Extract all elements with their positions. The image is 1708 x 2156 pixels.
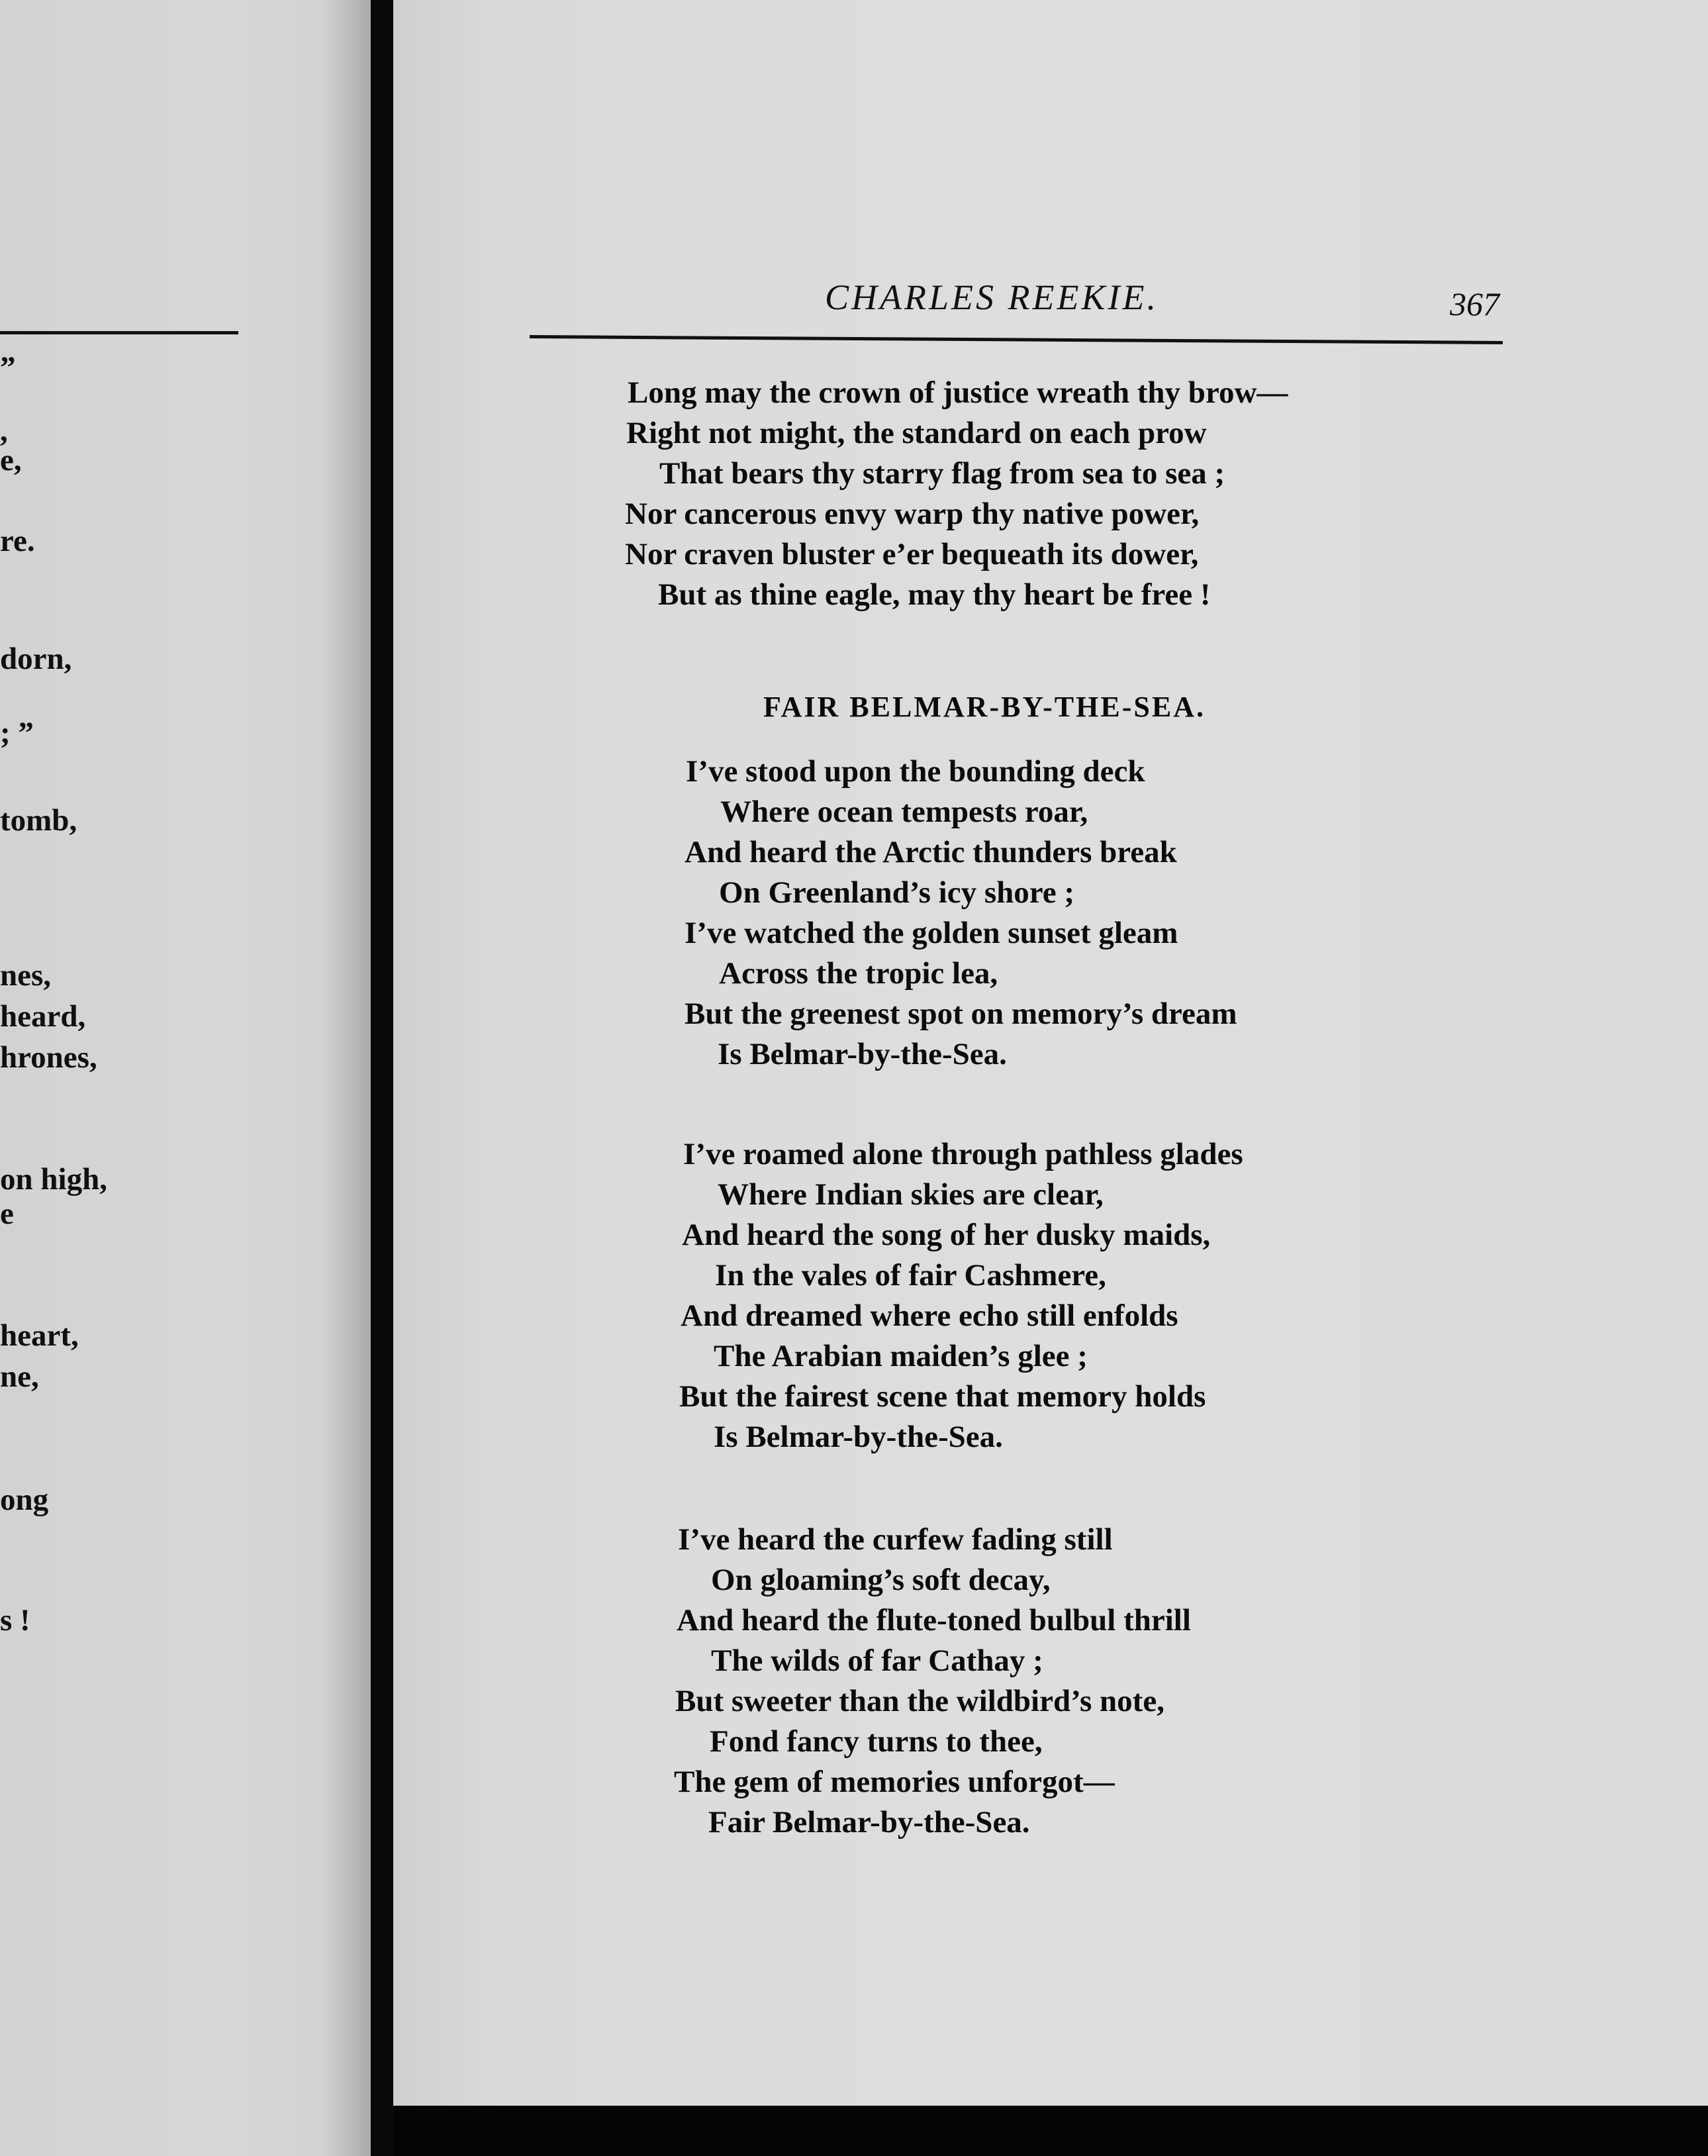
previous-page-fragment: re. xyxy=(0,524,35,558)
previous-page-fragment: ne, xyxy=(0,1359,39,1394)
verse-line: Where Indian skies are clear, xyxy=(718,1177,1104,1212)
verse-line: On Greenland’s icy shore ; xyxy=(719,875,1075,910)
verse-line: In the vales of fair Cashmere, xyxy=(715,1258,1106,1293)
verse-line: The wilds of far Cathay ; xyxy=(711,1643,1043,1678)
running-head: CHARLES REEKIE. xyxy=(825,277,1159,317)
page-number: 367 xyxy=(1450,285,1499,322)
verse-line: I’ve roamed alone through pathless glades xyxy=(683,1137,1243,1171)
verse-line: And heard the flute-toned bulbul thrill xyxy=(677,1603,1191,1638)
verse-line: But the fairest scene that memory holds xyxy=(679,1379,1206,1414)
verse-line: Right not might, the standard on each prow xyxy=(626,416,1207,450)
previous-page xyxy=(0,0,371,2156)
scan-border xyxy=(393,2106,1708,2156)
gutter-shadow xyxy=(324,0,371,2156)
previous-page-fragment: ong xyxy=(0,1483,49,1517)
previous-page-fragment: ; ” xyxy=(0,716,34,750)
previous-page-fragment: nes, xyxy=(0,958,52,993)
previous-page-fragment: e xyxy=(0,1197,14,1231)
previous-page-fragment: heart, xyxy=(0,1318,79,1353)
verse-line: Where ocean tempests roar, xyxy=(720,795,1088,829)
verse-line: Nor cancerous envy warp thy native power, xyxy=(625,497,1200,531)
verse-line: Nor craven bluster e’er bequeath its dower, xyxy=(625,537,1199,571)
verse-line: That bears thy starry flag from sea to sea ; xyxy=(659,456,1225,491)
verse-line: Fond fancy turns to thee, xyxy=(710,1724,1043,1759)
previous-page-rule xyxy=(0,331,238,334)
previous-page-fragment: ” xyxy=(0,350,16,385)
verse-line: I’ve heard the curfew fading still xyxy=(678,1522,1113,1557)
verse-line: And dreamed where echo still enfolds xyxy=(681,1298,1178,1333)
previous-page-fragment: s ! xyxy=(0,1603,30,1638)
previous-page-fragment: tomb, xyxy=(0,803,77,838)
verse-line: But the greenest spot on memory’s dream xyxy=(685,997,1237,1031)
verse-line: On gloaming’s soft decay, xyxy=(711,1563,1051,1597)
verse-line: Fair Belmar-by-the-Sea. xyxy=(708,1805,1030,1839)
verse-line: But sweeter than the wildbird’s note, xyxy=(675,1684,1164,1718)
verse-line: I’ve stood upon the bounding deck xyxy=(686,754,1145,789)
previous-page-fragment: , xyxy=(0,414,8,448)
verse-line: The Arabian maiden’s glee ; xyxy=(714,1339,1088,1373)
previous-page-fragment: on high, xyxy=(0,1162,107,1197)
previous-page-fragment: heard, xyxy=(0,999,86,1034)
previous-page-fragment: dorn, xyxy=(0,642,72,676)
verse-line: And heard the Arctic thunders break xyxy=(685,835,1177,869)
book-spine xyxy=(371,0,393,2156)
verse-line: And heard the song of her dusky maids, xyxy=(682,1218,1211,1252)
previous-page-fragment: e, xyxy=(0,443,22,477)
verse-line: Is Belmar-by-the-Sea. xyxy=(718,1037,1007,1071)
verse-line: Across the tropic lea, xyxy=(719,956,998,991)
verse-line: But as thine eagle, may thy heart be free ! xyxy=(658,577,1211,612)
verse-line: I’ve watched the golden sunset gleam xyxy=(685,916,1178,950)
previous-page-fragment: hrones, xyxy=(0,1040,97,1075)
verse-line: Long may the crown of justice wreath thy brow— xyxy=(628,375,1288,410)
poem-title: FAIR BELMAR-BY-THE-SEA. xyxy=(763,691,1206,723)
verse-line: The gem of memories unforgot— xyxy=(674,1765,1115,1799)
verse-line: Is Belmar-by-the-Sea. xyxy=(714,1420,1003,1454)
